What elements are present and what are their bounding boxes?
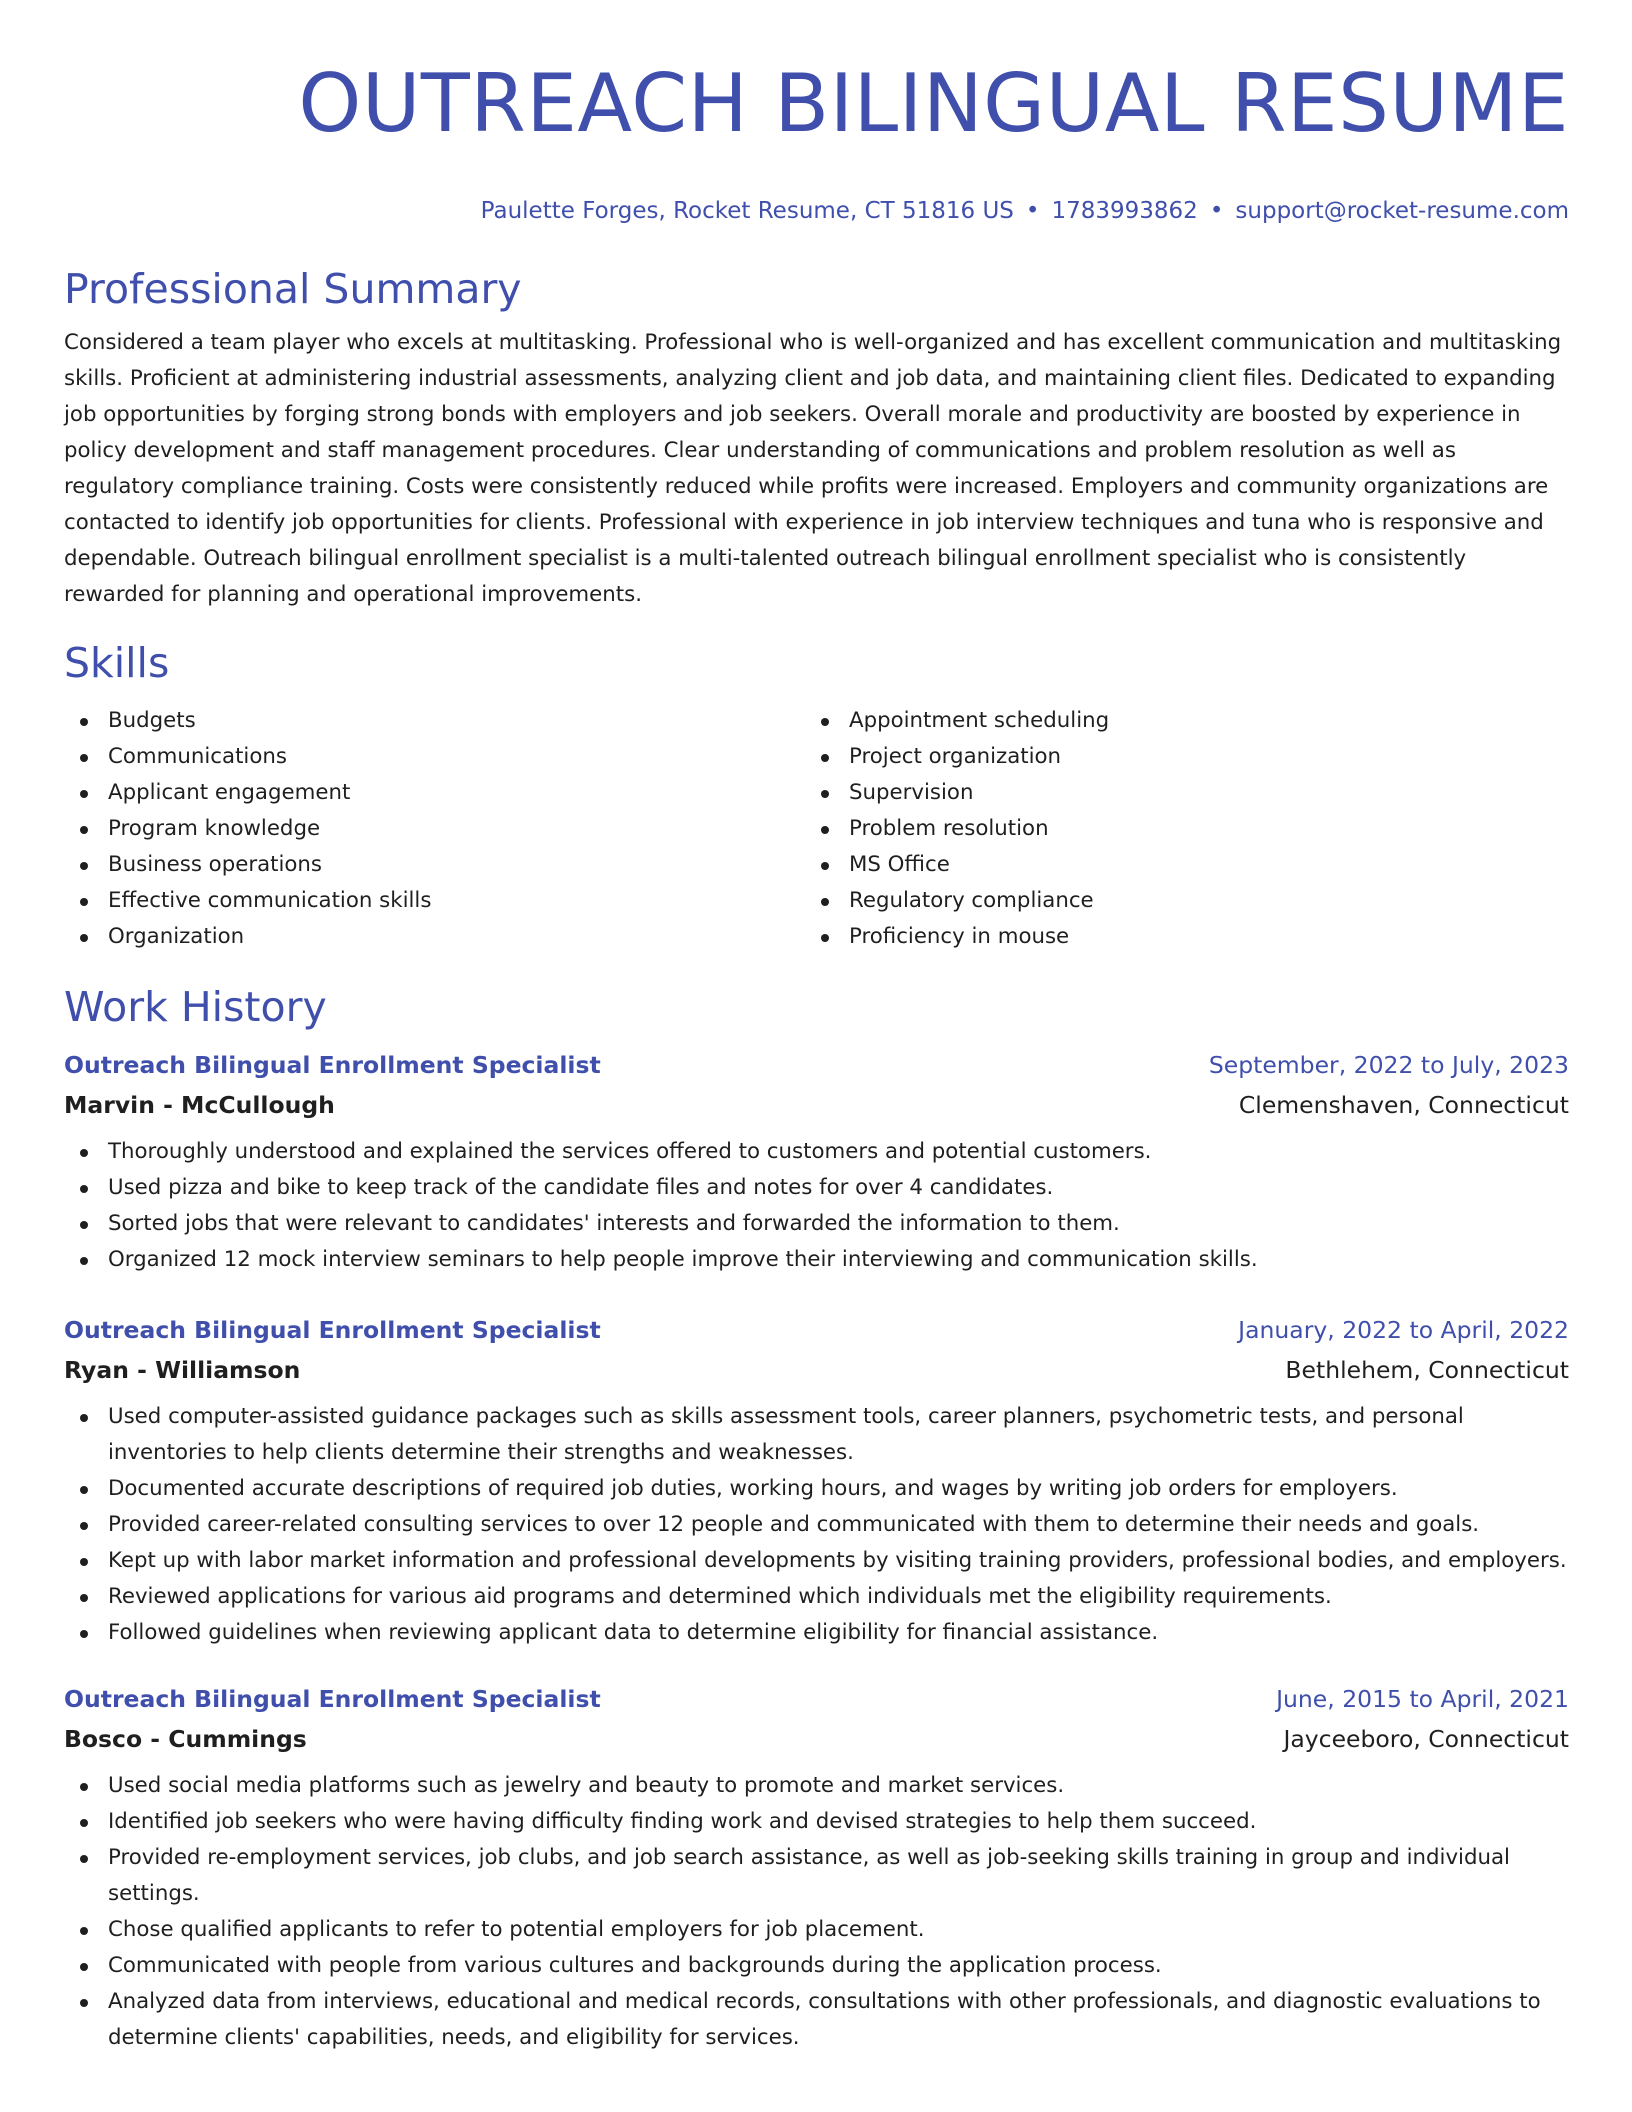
job-bullet-item: Sorted jobs that were relevant to candidates' interests and forwarded the information to them. [64, 1206, 1569, 1242]
skill-item: Effective communication skills [64, 883, 805, 919]
job-bullet-item: Used pizza and bike to keep track of the candidate files and notes for over 4 candidates. [64, 1170, 1569, 1206]
skills-list-left [64, 703, 805, 955]
job-title: Outreach Bilingual Enrollment Specialist [64, 1316, 601, 1344]
job-bullet-item: Documented accurate descriptions of required job duties, working hours, and wages by writing job orders for employers. [64, 1471, 1569, 1507]
job-bullet-item: Used computer-assisted guidance packages such as skills assessment tools, career planners, psychometric tests, and personal inventories to help clients determine their strengths and weaknesses. [64, 1399, 1569, 1471]
contact-separator: • [1209, 198, 1224, 224]
job-bullet-item: Provided re-employment services, job clubs, and job search assistance, as well as job-seeking skills training in group and individual settings. [64, 1840, 1569, 1912]
job-title: Outreach Bilingual Enrollment Specialist [64, 1051, 601, 1079]
job-bullet-item: Reviewed applications for various aid programs and determined which individuals met the eligibility requirements. [64, 1579, 1569, 1615]
job-bullets [64, 1768, 1569, 2056]
skill-item: MS Office [805, 847, 1546, 883]
skill-item: Regulatory compliance [805, 883, 1546, 919]
skill-item: Proficiency in mouse [805, 919, 1546, 955]
job-company: Ryan - Williamson [64, 1356, 301, 1384]
job-bullet-item: Followed guidelines when reviewing applicant data to determine eligibility for financial assistance. [64, 1615, 1569, 1651]
skill-item: Organization [64, 919, 805, 955]
resume-title: OUTREACH BILINGUAL RESUME [298, 57, 1569, 150]
job-dates: September, 2022 to July, 2023 [1208, 1051, 1569, 1079]
job-location: Bethlehem, Connecticut [1285, 1356, 1569, 1384]
skills-columns [64, 703, 1569, 955]
work-history-heading: Work History [64, 983, 327, 1031]
job-entry [64, 1049, 1569, 1278]
job-company: Bosco - Cummings [64, 1725, 307, 1753]
skill-item: Applicant engagement [64, 775, 805, 811]
job-title: Outreach Bilingual Enrollment Specialist [64, 1685, 601, 1713]
summary-text: Considered a team player who excels at multitasking. Professional who is well-organized and has excellent communication and multitasking skills. Proficient at administering industrial assessments, analyzing client and job data, and maintaining client files. Dedicated to expanding job opportunities by forging strong bonds with employers and job seekers. Overall morale and productivity are boosted by experience in policy development and staff management procedures. Clear understanding of communications and problem resolution as well as regulatory compliance training. Costs were consistently reduced while profits were increased. Employers and community organizations are contacted to identify job opportunities for clients. Professional with experience in job interview techniques and tuna who is responsive and dependable. Outreach bilingual enrollment specialist is a multi-talented outreach bilingual enrollment specialist who is consistently rewarded for planning and operational improvements. [64, 330, 1562, 607]
skill-item: Project organization [805, 739, 1546, 775]
skill-item: Problem resolution [805, 811, 1546, 847]
summary-heading: Professional Summary [64, 265, 522, 313]
skills-heading: Skills [64, 639, 170, 687]
contact-separator: • [1025, 198, 1040, 224]
contact-email[interactable]: support@rocket-resume.com [1235, 198, 1569, 224]
job-header [64, 1683, 1569, 1715]
job-header [64, 1314, 1569, 1346]
skill-item: Appointment scheduling [805, 703, 1546, 739]
job-bullet-item: Analyzed data from interviews, educational and medical records, consultations with other professionals, and diagnostic evaluations to determine clients' capabilities, needs, and eligibility for services. [64, 1984, 1569, 2056]
job-bullet-item: Kept up with labor market information and professional developments by visiting training providers, professional bodies, and employers. [64, 1543, 1569, 1579]
skill-item: Business operations [64, 847, 805, 883]
job-bullet-item: Organized 12 mock interview seminars to help people improve their interviewing and communication skills. [64, 1242, 1569, 1278]
job-bullet-item: Identified job seekers who were having difficulty finding work and devised strategies to help them succeed. [64, 1804, 1569, 1840]
skills-list-right [805, 703, 1546, 955]
contact-line [64, 196, 1569, 226]
job-entry [64, 1683, 1569, 2056]
skill-item: Budgets [64, 703, 805, 739]
job-bullet-item: Communicated with people from various cultures and backgrounds during the application process. [64, 1948, 1569, 1984]
skill-item: Program knowledge [64, 811, 805, 847]
job-bullet-item: Used social media platforms such as jewelry and beauty to promote and market services. [64, 1768, 1569, 1804]
job-header [64, 1049, 1569, 1081]
job-bullets [64, 1399, 1569, 1651]
job-bullet-item: Provided career-related consulting services to over 12 people and communicated with them to determine their needs and goals. [64, 1507, 1569, 1543]
job-location: Clemenshaven, Connecticut [1238, 1091, 1569, 1119]
contact-phone[interactable]: 1783993862 [1051, 198, 1198, 224]
job-entry [64, 1314, 1569, 1651]
skill-item: Supervision [805, 775, 1546, 811]
job-bullets [64, 1134, 1569, 1278]
skill-item: Communications [64, 739, 805, 775]
job-company: Marvin - McCullough [64, 1091, 335, 1119]
job-subheader [64, 1354, 1569, 1386]
job-location: Jayceeboro, Connecticut [1283, 1725, 1569, 1753]
job-bullet-item: Chose qualified applicants to refer to potential employers for job placement. [64, 1912, 1569, 1948]
job-dates: January, 2022 to April, 2022 [1238, 1316, 1569, 1344]
contact-address: Paulette Forges, Rocket Resume, CT 51816 US [480, 198, 1014, 224]
job-subheader [64, 1723, 1569, 1755]
job-bullet-item: Thoroughly understood and explained the services offered to customers and potential customers. [64, 1134, 1569, 1170]
job-dates: June, 2015 to April, 2021 [1276, 1685, 1569, 1713]
job-subheader [64, 1089, 1569, 1121]
